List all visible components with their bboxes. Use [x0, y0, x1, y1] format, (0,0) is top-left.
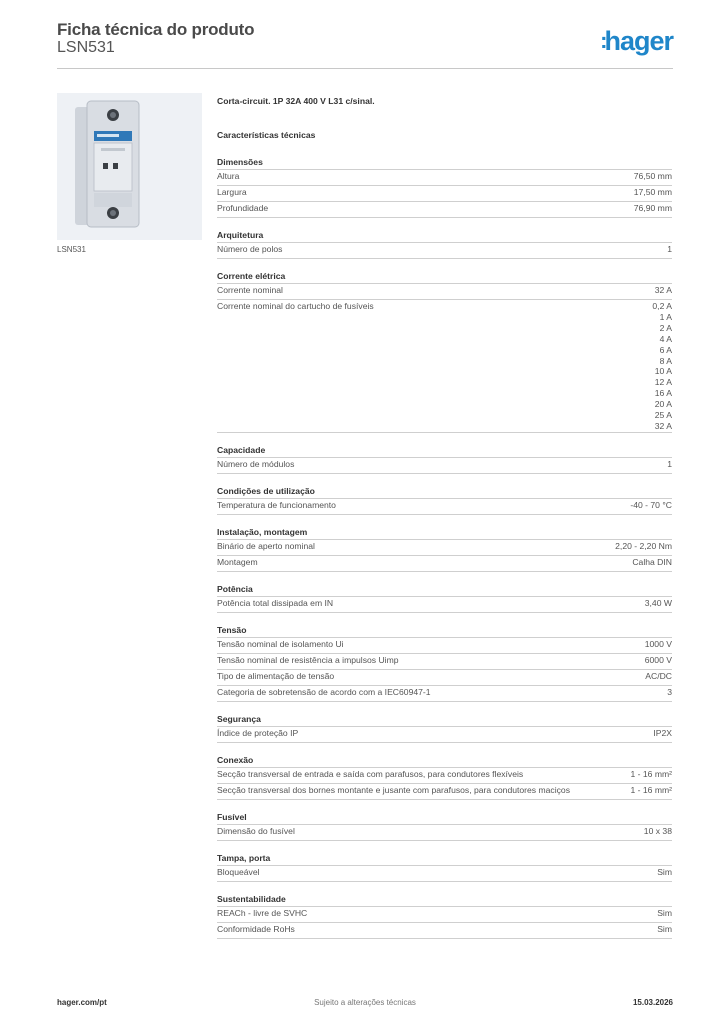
spec-value: 32 A — [654, 285, 672, 295]
spec-row — [217, 767, 672, 783]
spec-row — [217, 865, 672, 882]
spec-value: 32 A — [654, 420, 672, 431]
section-title: Capacidade — [217, 444, 266, 455]
spec-label: Montagem — [217, 556, 258, 567]
spec-sheet — [217, 96, 672, 950]
spec-row — [217, 201, 672, 218]
spec-section — [217, 624, 672, 702]
spec-values — [657, 908, 672, 919]
spec-value: 1000 V — [644, 638, 672, 649]
spec-label: Categoria de sobretensão de acordo com a IEC60947-1 — [217, 686, 431, 697]
section-title: Condições de utilização — [217, 485, 315, 496]
fuse-holder-illustration — [57, 93, 202, 240]
spec-values — [667, 244, 672, 255]
spec-values — [645, 655, 672, 666]
spec-row — [217, 539, 672, 555]
spec-values — [630, 769, 672, 780]
spec-label: Corrente nominal — [217, 285, 283, 295]
spec-values — [667, 459, 672, 470]
product-image — [57, 93, 202, 240]
spec-value: 17,50 mm — [633, 187, 672, 197]
spec-value: 2,20 - 2,20 Nm — [615, 540, 672, 551]
spec-value: Calha DIN — [632, 556, 672, 567]
spec-section — [217, 754, 672, 800]
spec-label: Secção transversal de entrada e saída com parafusos, para condutores flexíveis — [217, 768, 524, 779]
spec-values — [632, 557, 672, 568]
section-title: Arquitetura — [217, 230, 264, 240]
spec-label: Tensão nominal de isolamento Ui — [217, 638, 344, 649]
spec-label: Dimensão do fusível — [217, 825, 295, 836]
spec-row — [217, 906, 672, 922]
spec-label: Índice de proteção IP — [217, 727, 299, 738]
spec-values — [657, 867, 672, 878]
spec-row — [217, 498, 672, 515]
spec-values — [655, 285, 672, 296]
spec-row — [217, 283, 672, 299]
header-divider — [57, 68, 673, 69]
product-code: LSN531 — [57, 39, 115, 56]
product-description: Corta-circuit. 1P 32A 400 V L31 c/sinal. — [217, 96, 375, 106]
specs-heading: Características técnicas — [217, 130, 316, 140]
section-title: Tampa, porta — [217, 852, 271, 863]
spec-value: Sim — [657, 907, 672, 918]
spec-section — [217, 444, 672, 474]
spec-row — [217, 922, 672, 939]
spec-label: Bloqueável — [217, 866, 260, 877]
page-footer — [57, 998, 673, 1012]
section-title: Segurança — [217, 713, 261, 724]
spec-label: Tensão nominal de resistência a impulsos Uimp — [217, 654, 399, 665]
spec-values — [657, 924, 672, 935]
spec-values — [615, 541, 672, 552]
spec-section — [217, 583, 672, 613]
spec-section — [217, 852, 672, 882]
spec-sections — [217, 156, 672, 939]
spec-label: Número de polos — [217, 244, 283, 254]
spec-label: Conformidade RoHs — [217, 923, 295, 934]
page-title: Ficha técnica do produto — [57, 20, 255, 39]
spec-value: 3 — [667, 686, 672, 697]
spec-section — [217, 229, 672, 259]
spec-values — [634, 171, 672, 182]
footer-link[interactable]: hager.com/pt — [57, 998, 107, 1007]
spec-value: 10 x 38 — [643, 825, 672, 836]
spec-row — [217, 299, 672, 433]
spec-section — [217, 811, 672, 841]
spec-row — [217, 783, 672, 800]
spec-value: 16 A — [654, 388, 672, 399]
spec-label: Tipo de alimentação de tensão — [217, 670, 335, 681]
spec-label: Corrente nominal do cartucho de fusíveis — [217, 301, 374, 311]
spec-section — [217, 156, 672, 218]
spec-row — [217, 596, 672, 613]
spec-value: Sim — [657, 923, 672, 934]
spec-value: 1 — [667, 458, 672, 469]
spec-values — [653, 728, 672, 739]
spec-value: 1 - 16 mm² — [630, 784, 672, 795]
spec-section — [217, 526, 672, 572]
section-title: Dimensões — [217, 157, 263, 167]
spec-row — [217, 685, 672, 702]
spec-value: 1 A — [659, 311, 672, 322]
spec-section — [217, 893, 672, 939]
spec-label: Número de módulos — [217, 458, 295, 469]
spec-values — [634, 203, 672, 214]
spec-value: 1 - 16 mm² — [630, 768, 672, 779]
spec-row — [217, 457, 672, 474]
spec-section — [217, 270, 672, 433]
spec-values — [645, 671, 672, 682]
spec-values — [645, 639, 672, 650]
spec-label: Altura — [217, 171, 240, 181]
spec-label: Secção transversal dos bornes montante e jusante com parafusos, para condutores maciços — [217, 784, 571, 795]
spec-value: Sim — [657, 866, 672, 877]
spec-value: 76,90 mm — [633, 203, 672, 213]
spec-value: 20 A — [654, 399, 672, 410]
spec-value: AC/DC — [645, 670, 672, 681]
spec-row — [217, 824, 672, 841]
spec-row — [217, 726, 672, 743]
spec-value: 12 A — [654, 377, 672, 388]
spec-row — [217, 185, 672, 201]
spec-section — [217, 485, 672, 515]
spec-label: Largura — [217, 187, 247, 197]
spec-row — [217, 653, 672, 669]
spec-value: -40 - 70 °C — [630, 499, 672, 510]
spec-values — [652, 301, 672, 432]
section-title: Sustentabilidade — [217, 893, 286, 904]
spec-row — [217, 669, 672, 685]
section-title: Tensão — [217, 624, 247, 635]
section-title: Potência — [217, 583, 253, 594]
section-title: Instalação, montagem — [217, 526, 308, 537]
footer-date: 15.03.2026 — [632, 998, 673, 1007]
spec-value: 3,40 W — [644, 597, 672, 608]
spec-value: 8 A — [659, 355, 672, 366]
spec-value: 2 A — [659, 322, 672, 333]
spec-value: 4 A — [659, 333, 672, 344]
spec-value: IP2X — [653, 727, 672, 738]
spec-value: 0,2 A — [652, 301, 672, 311]
spec-values — [630, 500, 672, 511]
spec-label: Binário de aperto nominal — [217, 540, 315, 551]
spec-row — [217, 242, 672, 259]
spec-value: 10 A — [654, 366, 672, 377]
spec-section — [217, 713, 672, 743]
spec-values — [644, 826, 672, 837]
spec-value: 6 A — [659, 344, 672, 355]
spec-row — [217, 637, 672, 653]
spec-value: 76,50 mm — [633, 171, 672, 181]
spec-value: 1 — [667, 244, 672, 254]
spec-value: 6000 V — [644, 654, 672, 665]
section-title: Corrente elétrica — [217, 271, 286, 281]
section-title: Conexão — [217, 754, 254, 765]
footer-note: Sujeito a alterações técnicas — [314, 998, 416, 1007]
spec-values — [630, 785, 672, 796]
page-header — [57, 20, 673, 70]
spec-values — [645, 598, 672, 609]
section-title: Fusível — [217, 811, 247, 822]
spec-label: Temperatura de funcionamento — [217, 499, 336, 510]
spec-row — [217, 169, 672, 185]
spec-label: Profundidade — [217, 203, 269, 213]
spec-row — [217, 555, 672, 572]
spec-values — [667, 687, 672, 698]
spec-value: 25 A — [654, 410, 672, 421]
spec-label: Potência total dissipada em IN — [217, 597, 334, 608]
hager-logo: :hager — [600, 26, 673, 56]
image-caption: LSN531 — [57, 245, 86, 254]
spec-label: REACh - livre de SVHC — [217, 907, 308, 918]
spec-values — [634, 187, 672, 198]
